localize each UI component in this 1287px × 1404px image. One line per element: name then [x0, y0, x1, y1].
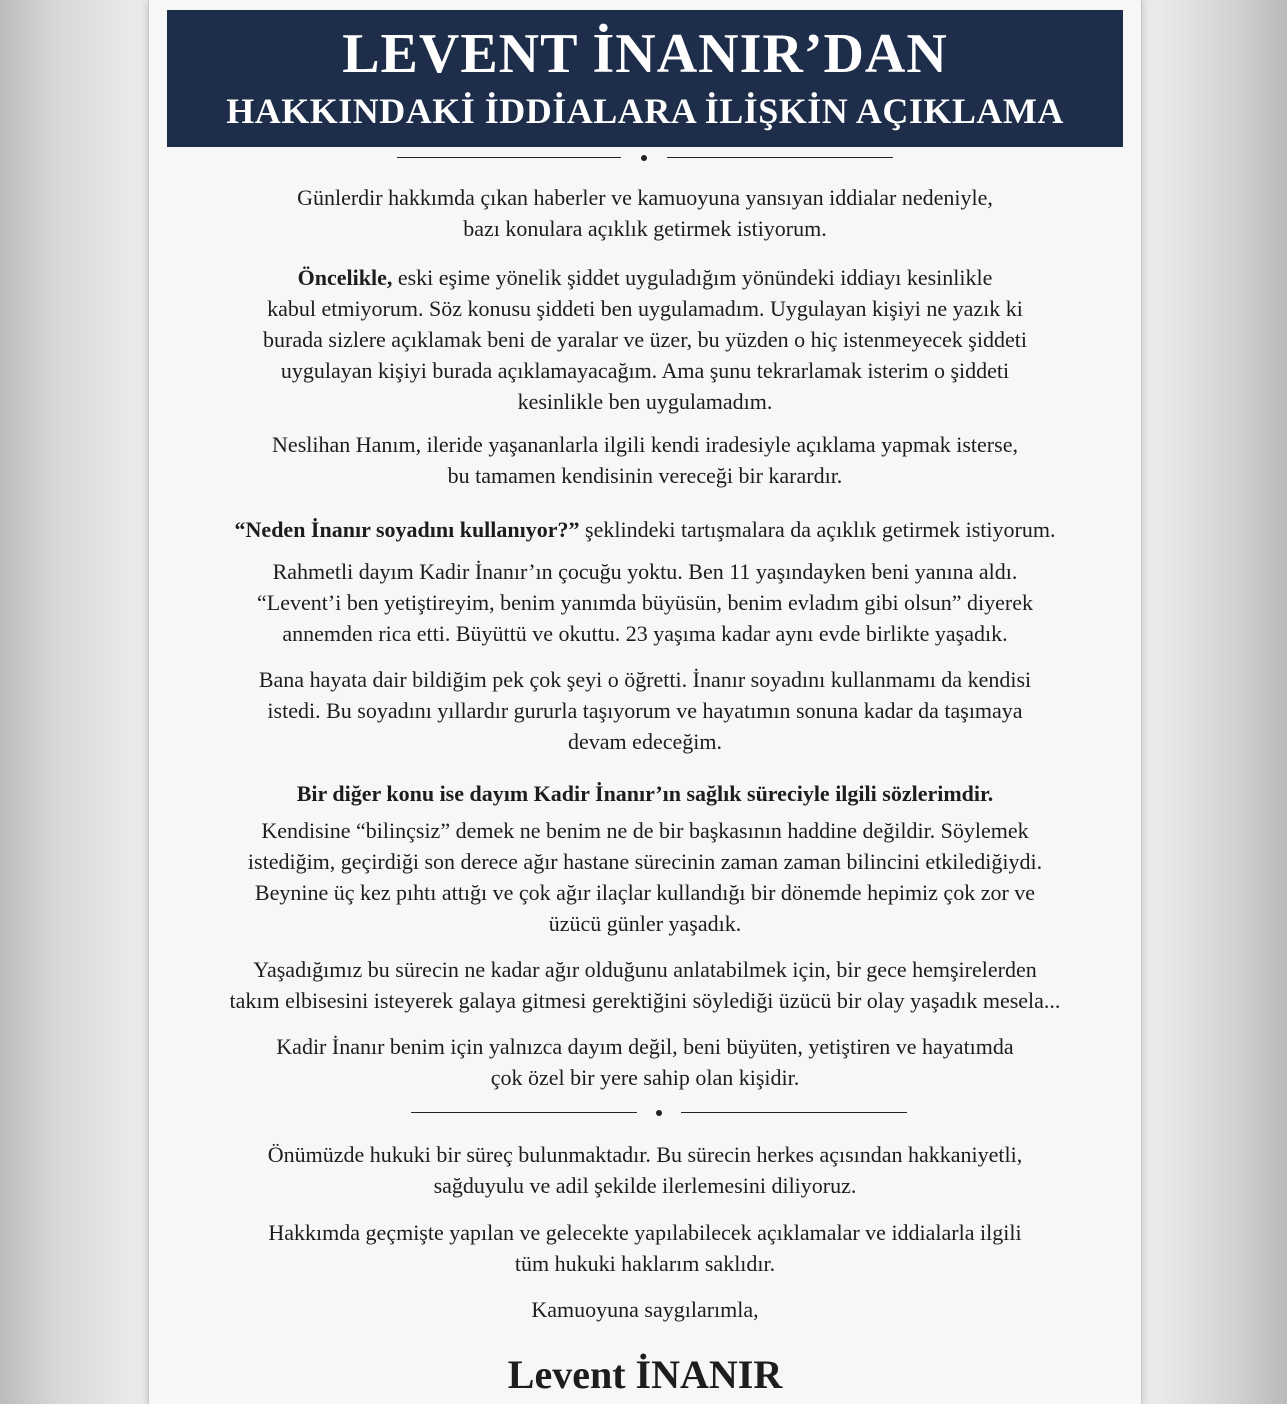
text-line: takım elbisesini isteyerek galaya gitmesi gerektiğini söylediği üzücü bir olay yaşadık mesela... [229, 988, 1061, 1013]
text-line: Yaşadığımız bu sürecin ne kadar ağır olduğunu anlatabilmek için, bir gece hemşirelerden [253, 957, 1037, 982]
text-line: sağduyulu ve adil şekilde ilerlemesini diliyoruz. [433, 1173, 857, 1198]
text-line: istediğim, geçirdiği son derece ağır hastane sürecinin zaman zaman bilincini etkilediğiydi. [247, 849, 1043, 874]
text-line: uygulayan kişiyi burada açıklamayacağım. Ama şunu tekrarlamak isterim o şiddeti [280, 358, 1010, 383]
paragraph-legal-process [189, 1139, 1101, 1201]
header-banner [167, 10, 1123, 147]
text-line: istedi. Bu soyadını yıllardır gururla taşıyorum ve hayatımın sonuna kadar da taşımaya [267, 698, 1023, 723]
document-page [148, 0, 1142, 1404]
paragraph-health-heading [189, 778, 1101, 809]
paragraph-uncle-tribute [189, 1031, 1101, 1093]
text-line: Beynine üç kez pıhtı attığı ve çok ağır ilaçlar kullandığı bir dönemde hepimiz çok zor ve [254, 880, 1036, 905]
lead-bold-text: “Neden İnanır soyadını kullanıyor?” [234, 517, 580, 542]
text-line: şeklindeki tartışmalara da açıklık getirmek istiyorum. [579, 517, 1056, 542]
text-line: bu tamamen kendisinin vereceği bir karardır. [447, 463, 843, 488]
paragraph-neslihan [189, 429, 1101, 491]
text-line: devam edeceğim. [568, 729, 722, 754]
signature-name: Levent İNANIR [507, 1352, 783, 1397]
text-line: çok özel bir yere sahip olan kişidir. [490, 1065, 800, 1090]
text-line: Önümüzde hukuki bir süreç bulunmaktadır. Bu sürecin herkes açısından hakkaniyetli, [267, 1142, 1023, 1167]
text-line: burada sizlere açıklamak beni de yaralar ve üzer, bu yüzden o hiç istenmeyecek şiddeti [263, 327, 1027, 352]
text-line: tüm hukuki haklarım saklıdır. [514, 1251, 776, 1276]
paragraph-intro [189, 182, 1101, 244]
text-line: Hakkımda geçmişte yapılan ve gelecekte yapılabilecek açıklamalar ve iddialarla ilgili [268, 1220, 1022, 1245]
text-line: annemden rica etti. Büyüttü ve okuttu. 23 yaşıma kadar aynı evde birlikte yaşadık. [282, 621, 1008, 646]
paragraph-health-detail [189, 815, 1101, 939]
paragraph-surname-question [189, 514, 1101, 545]
text-line: Bir diğer konu ise dayım Kadir İnanır’ın sağlık süreciyle ilgili sözlerimdir. [296, 781, 994, 806]
paragraph-rights-reserved [189, 1217, 1101, 1279]
text-line: bazı konulara açıklık getirmek istiyorum. [463, 216, 827, 241]
text-line: kabul etmiyorum. Söz konusu şiddeti ben uygulamadım. Uygulayan kişiyi ne yazık ki [267, 296, 1023, 321]
text-line: kesinlikle ben uygulamadım. [517, 389, 773, 414]
text-line: eski eşime yönelik şiddet uyguladığım yönündeki iddiayı kesinlikle [392, 265, 993, 290]
top-divider [397, 153, 893, 163]
text-line: “Levent’i ben yetiştireyim, benim yanımda büyüsün, benim evladım gibi olsun” diyerek [257, 590, 1033, 615]
text-line: üzücü günler yaşadık. [548, 911, 742, 936]
bottom-divider [411, 1108, 907, 1118]
paragraph-surname-pride [189, 664, 1101, 757]
closing-salutation: Kamuoyuna saygılarımla, [531, 1297, 759, 1322]
text-line: Bana hayata dair bildiğim pek çok şeyi o öğretti. İnanır soyadını kullanmamı da kendisi [258, 667, 1032, 692]
paragraph-violence-claim [189, 262, 1101, 417]
text-line: Rahmetli dayım Kadir İnanır’ın çocuğu yoktu. Ben 11 yaşındayken beni yanına aldı. [272, 559, 1018, 584]
text-line: Günlerdir hakkımda çıkan haberler ve kamuoyuna yansıyan iddialar nedeniyle, [297, 185, 993, 210]
paragraph-gala-story [189, 954, 1101, 1016]
page-subtitle: HAKKINDAKİ İDDİALARA İLİŞKİN AÇIKLAMA [226, 91, 1064, 131]
paragraph-uncle-story [189, 556, 1101, 649]
text-line: Neslihan Hanım, ileride yaşananlarla ilgili kendi iradesiyle açıklama yapmak isterse, [272, 432, 1018, 457]
page-title: LEVENT İNANIR’DAN [342, 23, 948, 85]
text-line: Kendisine “bilinçsiz” demek ne benim ne de bir başkasının haddine değildir. Söylemek [261, 818, 1029, 843]
lead-bold-text: Öncelikle, [297, 265, 393, 290]
text-line: Kadir İnanır benim için yalnızca dayım değil, beni büyüten, yetiştiren ve hayatımda [276, 1034, 1014, 1059]
